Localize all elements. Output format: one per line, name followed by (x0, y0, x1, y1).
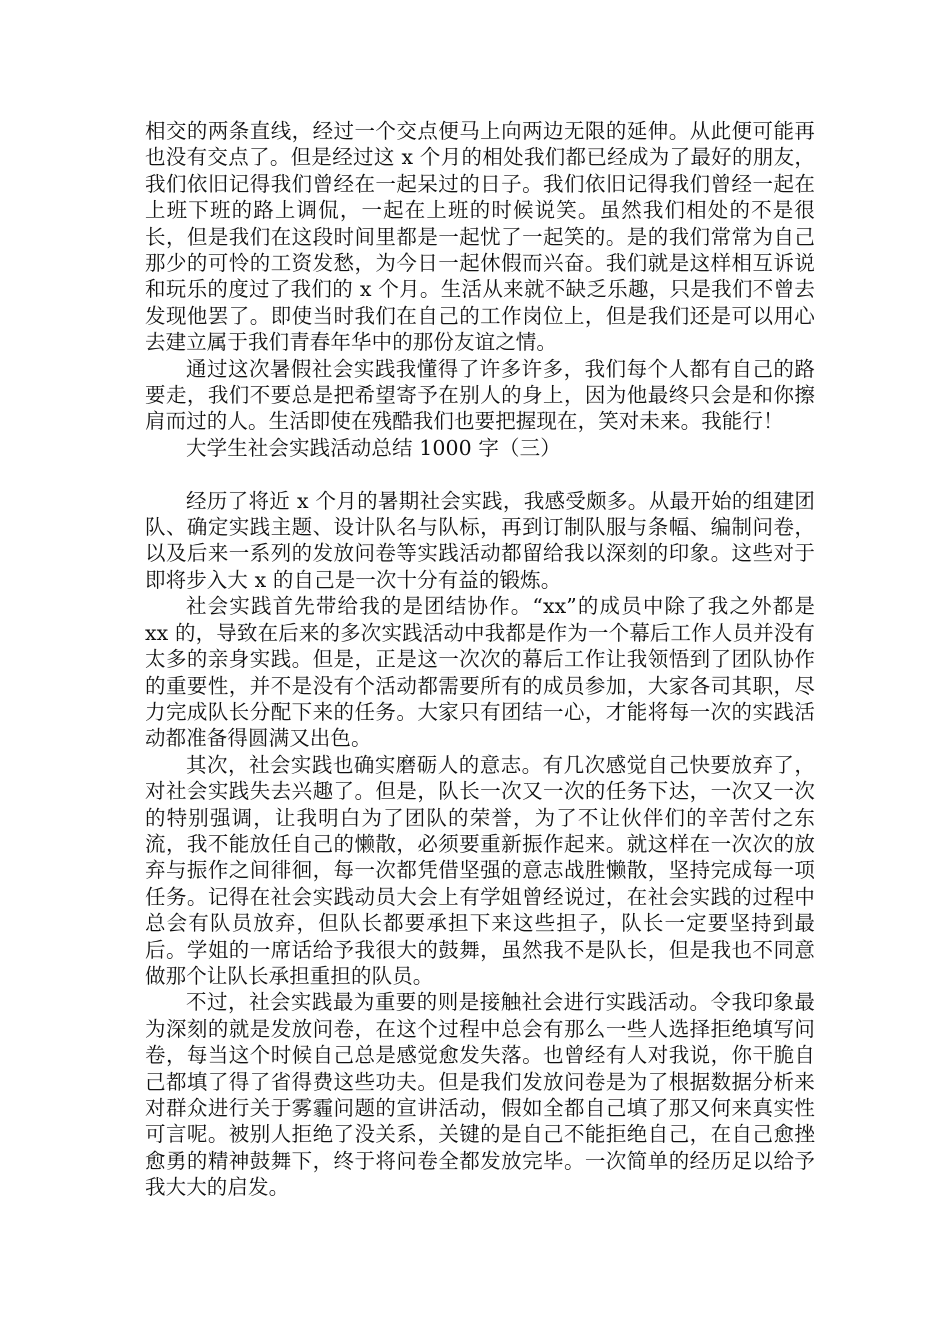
paragraph-questionnaire: 不过，社会实践最为重要的则是接触社会进行实践活动。令我印象最为深刻的就是发放问卷，在这个过程中总会有那么一些人选择拒绝填写问卷，每当这个时候自己总是感觉愈发失落。也曾经有人对我说，你干脆自己都填了得了省得费这些功夫。但是我们发放问卷是为了根据数据分析来对群众进行关于雾霾问题的宣讲活动，假如全都自己填了那又何来真实性可言呢。被别人拒绝了没关系，关键的是自己不能拒绝自己，在自己愈挫愈勇的精神鼓舞下，终于将问卷全都发放完毕。一次简单的经历足以给予我大大的启发。 (145, 990, 815, 1200)
paragraph-teamwork: 社会实践首先带给我的是团结协作。“xx”的成员中除了我之外都是 xx 的，导致在后来的多次实践活动中我都是作为一个幕后工作人员并没有太多的亲身实践。但是，正是这一次次的幕后工作让我领悟到了团队协作的重要性，并不是没有个活动都需要所有的成员参加，大家各司其职，尽力完成队长分配下来的任务。大家只有团结一心，才能将每一次的实践活动都准备得圆满又出色。 (145, 594, 815, 751)
blank-line (145, 461, 815, 487)
document-page (145, 118, 815, 1201)
paragraph-experience: 经历了将近 x 个月的暑期社会实践，我感受颇多。从最开始的组建团队、确定实践主题、设计队名与队标，再到订制队服与条幅、编制问卷，以及后来一系列的发放问卷等实践活动都留给我以深刻的印象。这些对于即将步入大 x 的自己是一次十分有益的锻炼。 (145, 488, 815, 592)
paragraph-willpower: 其次，社会实践也确实磨砺人的意志。有几次感觉自己快要放弃了，对社会实践失去兴趣了。但是，队长一次又一次的任务下达，一次又一次的特别强调，让我明白为了团队的荣誉，为了不让伙伴们的辛苦付之东流，我不能放任自己的懒散，必须要重新振作起来。就这样在一次次的放弃与振作之间徘徊，每一次都凭借坚强的意志战胜懒散，坚持完成每一项任务。记得在社会实践动员大会上有学姐曾经说过，在社会实践的过程中总会有队员放弃，但队长都要承担下来这些担子，队长一定要坚持到最后。学姐的一席话给予我很大的鼓舞，虽然我不是队长，但是我也不同意做那个让队长承担重担的队员。 (145, 752, 815, 988)
paragraph-summer-practice: 通过这次暑假社会实践我懂得了许多许多，我们每个人都有自己的路要走，我们不要总是把希望寄予在别人的身上，因为他最终只会是和你擦肩而过的人。生活即使在残酷我们也要把握现在，笑对未来。我能行！ (145, 356, 815, 434)
section-heading: 大学生社会实践活动总结 1000 字（三） (186, 435, 561, 460)
paragraph-continuation: 相交的两条直线，经过一个交点便马上向两边无限的延伸。从此便可能再也没有交点了。但是经过这 x 个月的相处我们都已经成为了最好的朋友，我们依旧记得我们曾经在一起呆过的日子。我们依旧记得我们曾经一起在上班下班的路上调侃，一起在上班的时候说笑。虽然我们相处的不是很长，但是我们在这段时间里都是一起忧了一起笑的。是的我们常常为自己那少的可怜的工资发愁，为今日一起休假而兴奋。我们就是这样相互诉说和玩乐的度过了我们的 x 个月。生活从来就不缺乏乐趣，只是我们不曾去发现他罢了。即使当时我们在自己的工作岗位上，但是我们还是可以用心去建立属于我们青春年华中的那份友谊之情。 (145, 119, 815, 355)
